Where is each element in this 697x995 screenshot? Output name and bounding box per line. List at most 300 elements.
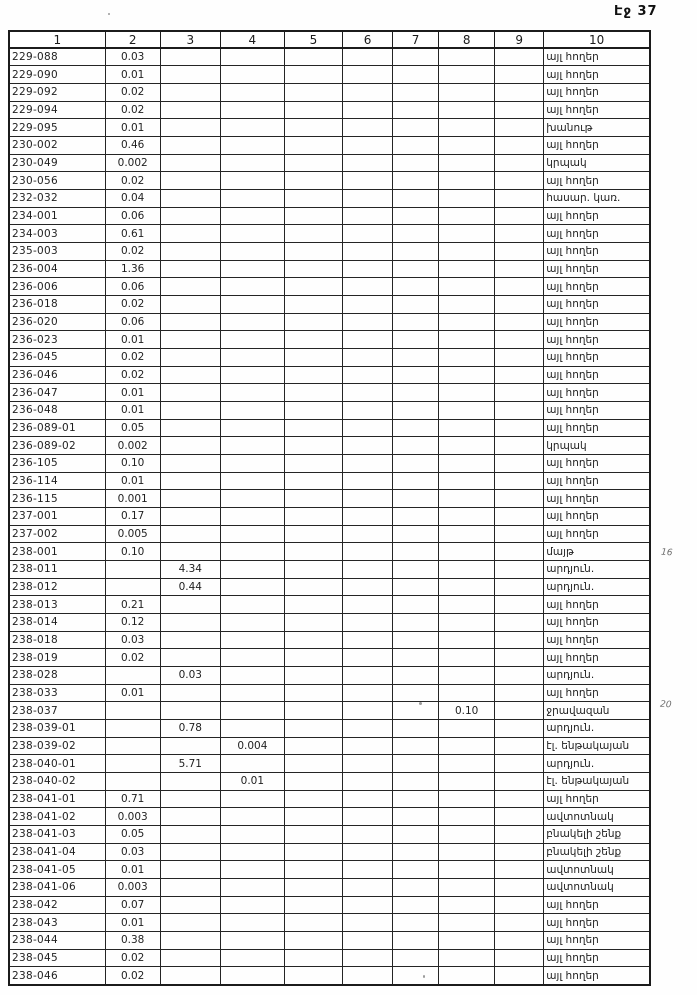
value-cell: [160, 826, 220, 844]
value-cell: [495, 932, 544, 950]
table-row: [9, 720, 650, 738]
value-cell: [160, 649, 220, 667]
table-row: [9, 649, 650, 667]
parcel-code-cell: 236-115: [9, 490, 105, 508]
value-cell: [495, 136, 544, 154]
land-use-cell: էլ. ենթակայան: [544, 737, 650, 755]
parcel-code-cell: 236-023: [9, 331, 105, 349]
table-row: [9, 207, 650, 225]
table-row: [9, 66, 650, 84]
land-use-cell: այլ հողեր: [544, 401, 650, 419]
value-cell: [342, 437, 392, 455]
value-cell: [342, 843, 392, 861]
value-cell: [342, 331, 392, 349]
value-cell: [160, 949, 220, 967]
value-cell: [393, 48, 439, 66]
value-cell: [160, 843, 220, 861]
value-cell: [105, 773, 160, 791]
land-use-cell: այլ հողեր: [544, 790, 650, 808]
value-cell: [342, 596, 392, 614]
value-cell: [220, 967, 284, 985]
land-use-cell: այլ հողեր: [544, 932, 650, 950]
value-cell: [284, 702, 342, 720]
value-cell: [439, 154, 495, 172]
value-cell: [220, 278, 284, 296]
table-row: [9, 667, 650, 685]
value-cell: [439, 437, 495, 455]
column-header: 10: [544, 31, 650, 48]
land-use-cell: այլ հողեր: [544, 896, 650, 914]
value-cell: [342, 667, 392, 685]
value-cell: [393, 720, 439, 738]
value-cell: [495, 66, 544, 84]
value-cell: [160, 614, 220, 632]
table-row: [9, 560, 650, 578]
value-cell: 0.03: [105, 631, 160, 649]
value-cell: [342, 490, 392, 508]
value-cell: [393, 295, 439, 313]
value-cell: [439, 207, 495, 225]
value-cell: [439, 737, 495, 755]
value-cell: [495, 773, 544, 791]
parcel-code-cell: 236-018: [9, 295, 105, 313]
value-cell: [220, 242, 284, 260]
value-cell: [393, 596, 439, 614]
value-cell: [342, 66, 392, 84]
land-use-cell: այլ հողեր: [544, 419, 650, 437]
land-use-cell: այլ հողեր: [544, 348, 650, 366]
value-cell: [284, 507, 342, 525]
table-row: [9, 843, 650, 861]
value-cell: [495, 790, 544, 808]
value-cell: [105, 702, 160, 720]
column-header: 5: [284, 31, 342, 48]
value-cell: [495, 154, 544, 172]
parcel-code-cell: 238-041-03: [9, 826, 105, 844]
table-row: [9, 225, 650, 243]
table-row: [9, 596, 650, 614]
land-use-cell: արդյուն.: [544, 560, 650, 578]
land-use-cell: այլ հողեր: [544, 631, 650, 649]
value-cell: 0.02: [105, 949, 160, 967]
land-use-cell: այլ հողեր: [544, 207, 650, 225]
value-cell: [439, 472, 495, 490]
value-cell: [495, 507, 544, 525]
value-cell: [439, 861, 495, 879]
value-cell: [160, 313, 220, 331]
value-cell: [220, 879, 284, 897]
value-cell: 0.38: [105, 932, 160, 950]
value-cell: [393, 242, 439, 260]
value-cell: [495, 667, 544, 685]
land-use-cell: հասար. կառ.: [544, 189, 650, 207]
table-row: [9, 614, 650, 632]
value-cell: [439, 932, 495, 950]
value-cell: [439, 578, 495, 596]
value-cell: [160, 172, 220, 190]
parcel-code-cell: 236-114: [9, 472, 105, 490]
scan-speck: [419, 702, 422, 705]
value-cell: [284, 879, 342, 897]
value-cell: [284, 914, 342, 932]
value-cell: [220, 83, 284, 101]
value-cell: [160, 454, 220, 472]
value-cell: [393, 808, 439, 826]
table-row: [9, 932, 650, 950]
parcel-code-cell: 236-045: [9, 348, 105, 366]
value-cell: [439, 278, 495, 296]
value-cell: [495, 525, 544, 543]
value-cell: [393, 454, 439, 472]
value-cell: [284, 649, 342, 667]
value-cell: [495, 560, 544, 578]
value-cell: 0.002: [105, 154, 160, 172]
value-cell: [220, 295, 284, 313]
value-cell: [439, 649, 495, 667]
value-cell: [160, 119, 220, 137]
value-cell: [342, 578, 392, 596]
value-cell: [439, 525, 495, 543]
value-cell: [495, 119, 544, 137]
value-cell: [284, 189, 342, 207]
value-cell: [160, 967, 220, 985]
land-use-cell: այլ հողեր: [544, 172, 650, 190]
value-cell: [220, 667, 284, 685]
value-cell: [393, 225, 439, 243]
value-cell: [393, 189, 439, 207]
value-cell: [342, 366, 392, 384]
value-cell: [220, 260, 284, 278]
table-row: [9, 578, 650, 596]
value-cell: [393, 207, 439, 225]
value-cell: [220, 207, 284, 225]
value-cell: [393, 932, 439, 950]
value-cell: [160, 896, 220, 914]
land-use-cell: այլ հողեր: [544, 949, 650, 967]
value-cell: 0.07: [105, 896, 160, 914]
value-cell: 0.01: [105, 401, 160, 419]
value-cell: [439, 507, 495, 525]
value-cell: [284, 437, 342, 455]
value-cell: [342, 614, 392, 632]
value-cell: [160, 366, 220, 384]
land-use-cell: այլ հողեր: [544, 649, 650, 667]
parcel-code-cell: 238-043: [9, 914, 105, 932]
parcel-code-cell: 234-001: [9, 207, 105, 225]
table-row: [9, 755, 650, 773]
land-use-cell: այլ հողեր: [544, 384, 650, 402]
value-cell: 0.005: [105, 525, 160, 543]
value-cell: [284, 808, 342, 826]
parcel-code-cell: 238-045: [9, 949, 105, 967]
value-cell: [105, 560, 160, 578]
parcel-code-cell: 238-042: [9, 896, 105, 914]
value-cell: [495, 896, 544, 914]
value-cell: [160, 631, 220, 649]
land-use-cell: այլ հողեր: [544, 66, 650, 84]
value-cell: [342, 119, 392, 137]
table-row: [9, 366, 650, 384]
land-use-cell: այլ հողեր: [544, 507, 650, 525]
value-cell: [342, 879, 392, 897]
value-cell: [160, 490, 220, 508]
table-row: [9, 454, 650, 472]
value-cell: 0.02: [105, 366, 160, 384]
value-cell: [393, 737, 439, 755]
page-number: Էջ 37: [614, 4, 658, 19]
value-cell: [220, 826, 284, 844]
value-cell: [220, 525, 284, 543]
table-row: [9, 507, 650, 525]
value-cell: 0.17: [105, 507, 160, 525]
value-cell: [284, 490, 342, 508]
table-row: [9, 490, 650, 508]
parcel-code-cell: 236-089-02: [9, 437, 105, 455]
value-cell: 0.61: [105, 225, 160, 243]
value-cell: [393, 490, 439, 508]
value-cell: [393, 967, 439, 985]
value-cell: [105, 755, 160, 773]
value-cell: [284, 366, 342, 384]
land-use-cell: այլ հողեր: [544, 242, 650, 260]
value-cell: [393, 879, 439, 897]
value-cell: 0.10: [439, 702, 495, 720]
value-cell: [284, 242, 342, 260]
land-use-cell: մայթ: [544, 543, 650, 561]
table-row: [9, 684, 650, 702]
table-row: [9, 525, 650, 543]
value-cell: [284, 614, 342, 632]
column-header: 7: [393, 31, 439, 48]
value-cell: [342, 967, 392, 985]
value-cell: [495, 331, 544, 349]
value-cell: [284, 843, 342, 861]
value-cell: 4.34: [160, 560, 220, 578]
value-cell: [439, 879, 495, 897]
parcel-code-cell: 238-011: [9, 560, 105, 578]
value-cell: [160, 596, 220, 614]
value-cell: [495, 543, 544, 561]
value-cell: 0.01: [105, 914, 160, 932]
value-cell: [105, 720, 160, 738]
value-cell: [220, 543, 284, 561]
parcel-code-cell: 238-039-01: [9, 720, 105, 738]
value-cell: [342, 401, 392, 419]
value-cell: 0.02: [105, 649, 160, 667]
value-cell: [160, 83, 220, 101]
value-cell: [495, 949, 544, 967]
value-cell: [220, 366, 284, 384]
land-use-cell: այլ հողեր: [544, 596, 650, 614]
value-cell: [342, 896, 392, 914]
value-cell: [495, 295, 544, 313]
parcel-code-cell: 238-028: [9, 667, 105, 685]
land-use-cell: այլ հողեր: [544, 136, 650, 154]
value-cell: [342, 560, 392, 578]
value-cell: [342, 720, 392, 738]
value-cell: [439, 242, 495, 260]
parcel-code-cell: 237-002: [9, 525, 105, 543]
value-cell: [495, 737, 544, 755]
value-cell: 1.36: [105, 260, 160, 278]
value-cell: [495, 702, 544, 720]
table-row: [9, 967, 650, 985]
table-row: [9, 136, 650, 154]
value-cell: [342, 949, 392, 967]
column-header: 4: [220, 31, 284, 48]
value-cell: [495, 861, 544, 879]
value-cell: [393, 861, 439, 879]
value-cell: [160, 702, 220, 720]
value-cell: [342, 136, 392, 154]
value-cell: [284, 578, 342, 596]
value-cell: [284, 967, 342, 985]
table-row: [9, 861, 650, 879]
value-cell: 0.03: [105, 48, 160, 66]
value-cell: [439, 949, 495, 967]
value-cell: [160, 472, 220, 490]
value-cell: [284, 66, 342, 84]
value-cell: [284, 207, 342, 225]
value-cell: 0.01: [105, 861, 160, 879]
value-cell: [160, 684, 220, 702]
value-cell: [220, 225, 284, 243]
value-cell: [160, 507, 220, 525]
table-row: [9, 260, 650, 278]
value-cell: [220, 401, 284, 419]
value-cell: [160, 225, 220, 243]
value-cell: 0.01: [220, 773, 284, 791]
value-cell: 0.04: [105, 189, 160, 207]
parcel-code-cell: 229-095: [9, 119, 105, 137]
value-cell: [393, 136, 439, 154]
value-cell: [284, 525, 342, 543]
value-cell: [439, 614, 495, 632]
land-use-cell: կրպակ: [544, 437, 650, 455]
value-cell: [439, 384, 495, 402]
value-cell: [160, 48, 220, 66]
value-cell: [160, 136, 220, 154]
value-cell: [439, 755, 495, 773]
parcel-code-cell: 237-001: [9, 507, 105, 525]
value-cell: [393, 401, 439, 419]
value-cell: [342, 684, 392, 702]
value-cell: [284, 295, 342, 313]
value-cell: [284, 454, 342, 472]
land-parcel-table: [8, 30, 651, 986]
value-cell: [160, 384, 220, 402]
value-cell: 0.003: [105, 808, 160, 826]
land-use-cell: արդյուն.: [544, 720, 650, 738]
land-use-cell: այլ հողեր: [544, 260, 650, 278]
value-cell: [495, 826, 544, 844]
value-cell: [284, 83, 342, 101]
value-cell: [220, 949, 284, 967]
value-cell: [220, 861, 284, 879]
value-cell: [342, 861, 392, 879]
table-row: [9, 331, 650, 349]
value-cell: [220, 172, 284, 190]
value-cell: [284, 684, 342, 702]
land-use-cell: այլ հողեր: [544, 295, 650, 313]
value-cell: [495, 454, 544, 472]
value-cell: [495, 260, 544, 278]
value-cell: [495, 755, 544, 773]
value-cell: [220, 507, 284, 525]
value-cell: [342, 242, 392, 260]
value-cell: [220, 66, 284, 84]
value-cell: [284, 48, 342, 66]
value-cell: [284, 543, 342, 561]
value-cell: [393, 649, 439, 667]
value-cell: [284, 667, 342, 685]
value-cell: [220, 578, 284, 596]
value-cell: [393, 101, 439, 119]
value-cell: [284, 331, 342, 349]
value-cell: [495, 649, 544, 667]
value-cell: [220, 914, 284, 932]
value-cell: [160, 790, 220, 808]
value-cell: [439, 136, 495, 154]
value-cell: [393, 560, 439, 578]
parcel-code-cell: 229-088: [9, 48, 105, 66]
value-cell: 0.004: [220, 737, 284, 755]
value-cell: [220, 154, 284, 172]
value-cell: [160, 401, 220, 419]
value-cell: [220, 631, 284, 649]
table-row: [9, 189, 650, 207]
value-cell: [342, 790, 392, 808]
value-cell: [342, 295, 392, 313]
value-cell: [439, 684, 495, 702]
column-header: 6: [342, 31, 392, 48]
value-cell: [439, 101, 495, 119]
scan-speck: [423, 975, 425, 978]
parcel-code-cell: 238-041-06: [9, 879, 105, 897]
value-cell: [439, 295, 495, 313]
value-cell: [393, 525, 439, 543]
value-cell: [393, 419, 439, 437]
value-cell: [342, 454, 392, 472]
value-cell: [495, 242, 544, 260]
table-body: [9, 48, 650, 985]
value-cell: [220, 419, 284, 437]
land-use-cell: այլ հողեր: [544, 101, 650, 119]
value-cell: [105, 667, 160, 685]
value-cell: [284, 384, 342, 402]
value-cell: [393, 507, 439, 525]
land-use-cell: այլ հողեր: [544, 525, 650, 543]
value-cell: [284, 755, 342, 773]
land-use-cell: էլ. ենթակայան: [544, 773, 650, 791]
parcel-code-cell: 238-041-01: [9, 790, 105, 808]
value-cell: [160, 154, 220, 172]
value-cell: [393, 154, 439, 172]
value-cell: 0.001: [105, 490, 160, 508]
value-cell: [439, 914, 495, 932]
table-row: [9, 631, 650, 649]
parcel-code-cell: 238-018: [9, 631, 105, 649]
value-cell: [220, 560, 284, 578]
value-cell: [393, 384, 439, 402]
value-cell: [393, 949, 439, 967]
value-cell: [393, 667, 439, 685]
value-cell: [220, 755, 284, 773]
value-cell: [342, 48, 392, 66]
land-use-cell: արդյուն.: [544, 578, 650, 596]
value-cell: [220, 331, 284, 349]
value-cell: 0.10: [105, 543, 160, 561]
